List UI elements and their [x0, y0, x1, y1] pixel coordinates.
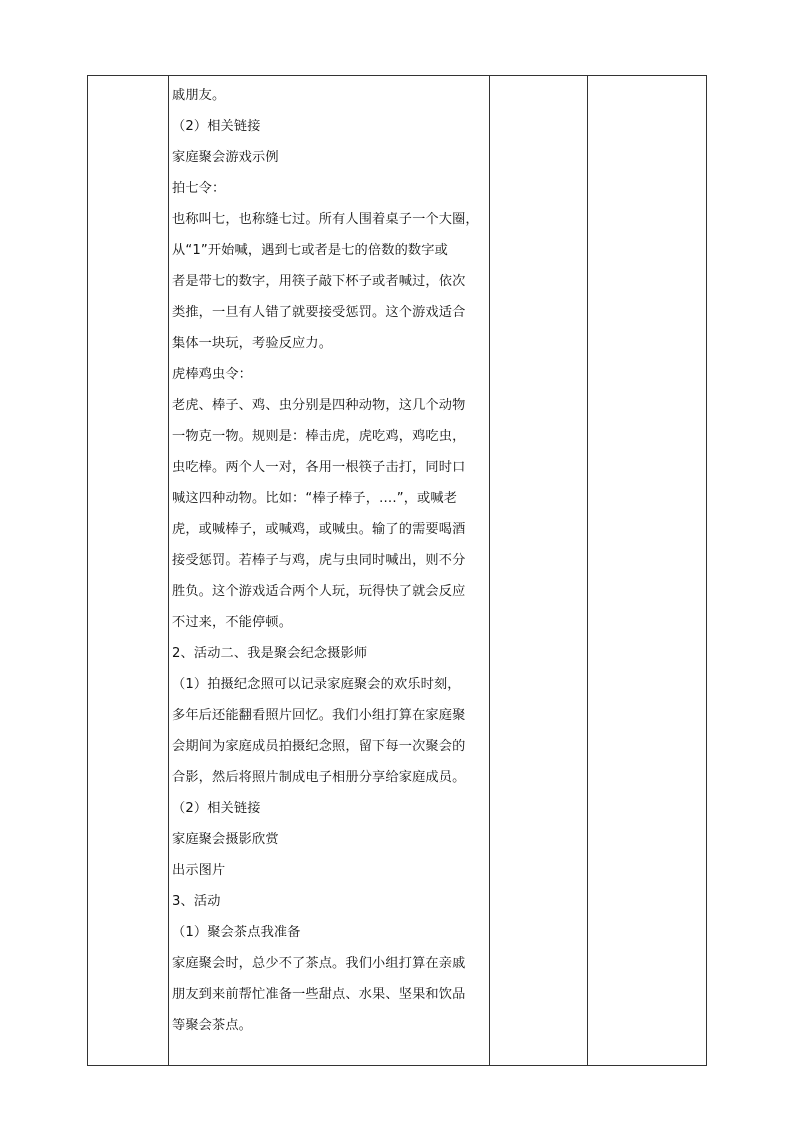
text-line: 会期间为家庭成员拍摄纪念照，留下每一次聚会的	[172, 739, 466, 754]
text-line: （1）聚会茶点我准备	[172, 925, 301, 940]
text-line: 集体一块玩，考验反应力。	[172, 336, 333, 351]
text-line: 类推，一旦有人错了就要接受惩罚。这个游戏适合	[172, 305, 466, 320]
text-line: （2）相关链接	[172, 119, 261, 134]
table-column-divider-3	[587, 76, 588, 1065]
text-line: 3、活动	[172, 894, 221, 909]
text-line: 一物克一物。规则是：棒击虎，虎吃鸡，鸡吃虫，	[172, 429, 466, 444]
text-line: 也称叫七，也称缝七过。所有人围着桌子一个大圈，	[172, 212, 479, 227]
activity-content-cell	[172, 80, 484, 1041]
text-line: 拍七令：	[172, 181, 226, 196]
text-line: （2）相关链接	[172, 801, 261, 816]
text-line: 2、活动二、我是聚会纪念摄影师	[172, 646, 368, 661]
text-line: 虎，或喊棒子，或喊鸡，或喊虫。输了的需要喝酒	[172, 522, 466, 537]
table-column-divider-2	[489, 76, 490, 1065]
text-line: 出示图片	[172, 863, 226, 878]
text-line: 者是带七的数字，用筷子敲下杯子或者喊过，依次	[172, 274, 466, 289]
text-line: 胜负。这个游戏适合两个人玩，玩得快了就会反应	[172, 584, 466, 599]
text-line: （1）拍摄纪念照可以记录家庭聚会的欢乐时刻，	[172, 677, 461, 692]
text-line: 等聚会茶点。	[172, 1018, 253, 1033]
text-line: 家庭聚会摄影欣赏	[172, 832, 279, 847]
text-line: 虫吃棒。两个人一对，各用一根筷子击打，同时口	[172, 460, 466, 475]
text-line: 朋友到来前帮忙准备一些甜点、水果、坚果和饮品	[172, 987, 466, 1002]
text-line: 老虎、棒子、鸡、虫分别是四种动物，这几个动物	[172, 398, 466, 413]
text-line: 家庭聚会时，总少不了茶点。我们小组打算在亲戚	[172, 956, 466, 971]
text-line: 接受惩罚。若棒子与鸡，虎与虫同时喊出，则不分	[172, 553, 466, 568]
text-line: 虎棒鸡虫令：	[172, 367, 253, 382]
text-line: 合影，然后将照片制成电子相册分享给家庭成员。	[172, 770, 466, 785]
text-line: 不过来，不能停顿。	[172, 615, 293, 630]
text-line: 喊这四种动物。比如：“棒子棒子，….”，或喊老	[172, 491, 458, 506]
table-column-divider-1	[168, 76, 169, 1065]
text-line: 家庭聚会游戏示例	[172, 150, 279, 165]
text-line: 戚朋友。	[172, 88, 226, 103]
text-line: 从“1”开始喊，遇到七或者是七的倍数的数字或	[172, 243, 448, 258]
text-line: 多年后还能翻看照片回忆。我们小组打算在家庭聚	[172, 708, 466, 723]
